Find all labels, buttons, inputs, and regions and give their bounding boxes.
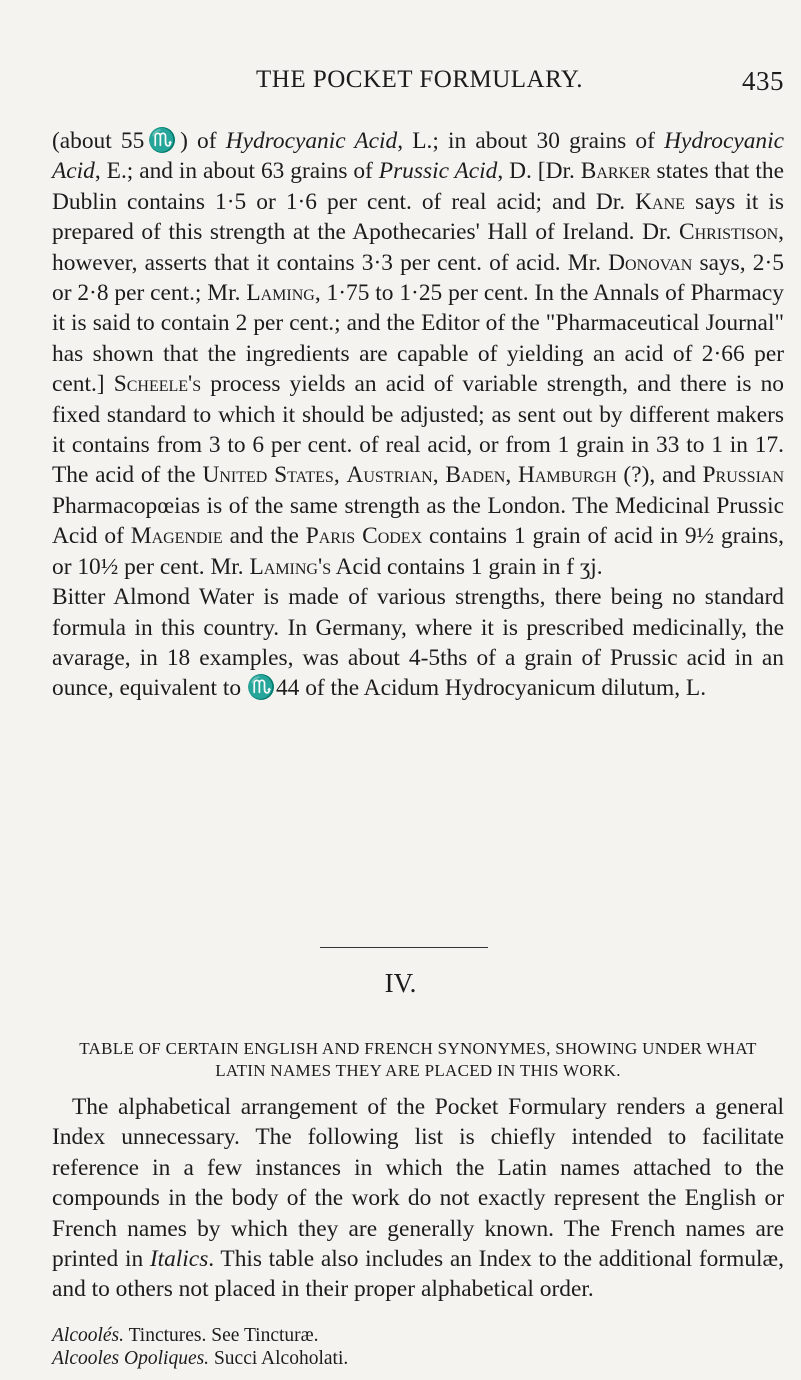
entry-text: Tinctures. See Tincturæ.	[128, 1325, 319, 1346]
running-head-title: THE POCKET FORMULARY.	[256, 66, 583, 93]
french-name: Alcoolés.	[52, 1325, 125, 1346]
page-number: 435	[742, 66, 784, 96]
minim-symbol: ♏	[246, 675, 276, 702]
intro-text	[52, 1092, 784, 1305]
synonym-entry	[52, 1324, 784, 1347]
body-text	[52, 126, 784, 704]
section-divider	[320, 947, 488, 948]
paragraph-bitter-almond-water: Bitter Almond Water is made of various strengths, there being no standard formula in this country. In Germany, where it is prescribed medicinally, the avarage, in 18 examples, was about 4-5ths of a grain of Prussic acid in an ounce, equivalent to ♏44 of the Acidum Hydrocyanicum dilutum, L.	[52, 584, 784, 702]
synonym-list	[52, 1324, 784, 1370]
synonym-entry	[52, 1347, 784, 1370]
entry-text: Succi Alcoholati.	[213, 1348, 349, 1369]
intro-paragraph: The alphabetical arrangement of the Pocket Formulary renders a general Index unnecessary. The following list is chiefly intended to facilitate reference in a few instances in which the Latin names attached to the compounds in the body of the work do not exactly represent the English or French names by which they are generally known. The French names are printed in Italics. This table also includes an Index to the additional formulæ, and to others not placed in their proper alphabetical order.	[52, 1094, 784, 1303]
section-title: TABLE OF CERTAIN ENGLISH AND FRENCH SYNONYMES, SHOWING UNDER WHAT LATIN NAMES THEY ARE PLACED IN THIS WORK.	[79, 1039, 757, 1080]
paragraph-hydrocyanic-acid: (about 55♏) of Hydrocyanic Acid, L.; in about 30 grains of Hydrocyanic Acid, E.; and in about 63 grains of Prussic Acid, D. [Dr. Barker states that the Dublin contains 1·5 or 1·6 per cent. of real acid; and Dr. Kane says it is prepared of this strength at the Apothecaries' Hall of Ireland. Dr. Christison, however, asserts that it contains 3·3 per cent. of acid. Mr. Donovan says, 2·5 or 2·8 per cent.; Mr. Laming, 1·75 to 1·25 per cent. In the Annals of Pharmacy it is said to contain 2 per cent.; and the Editor of the "Pharmaceutical Journal" has shown that the ingredients are capable of yielding an acid of 2·66 per cent.] Scheele's process yields an acid of variable strength, and there is no fixed standard to which it should be adjusted; as sent out by different makers it contains from 3 to 6 per cent. of real acid, or from 1 grain in 33 to 1 in 17. The acid of the United States, Austrian, Baden, Hamburgh (?), and Prussian Pharmacopœias is of the same strength as the London. The Medicinal Prussic Acid of Magendie and the Paris Codex contains 1 grain of acid in 9½ grains, or 10½ per cent. Mr. Laming's Acid contains 1 grain in f ʒj.	[52, 128, 785, 580]
minim-symbol: ♏	[144, 128, 181, 154]
section-number: IV.	[384, 968, 417, 998]
french-name: Alcooles Opoliques.	[52, 1348, 210, 1369]
